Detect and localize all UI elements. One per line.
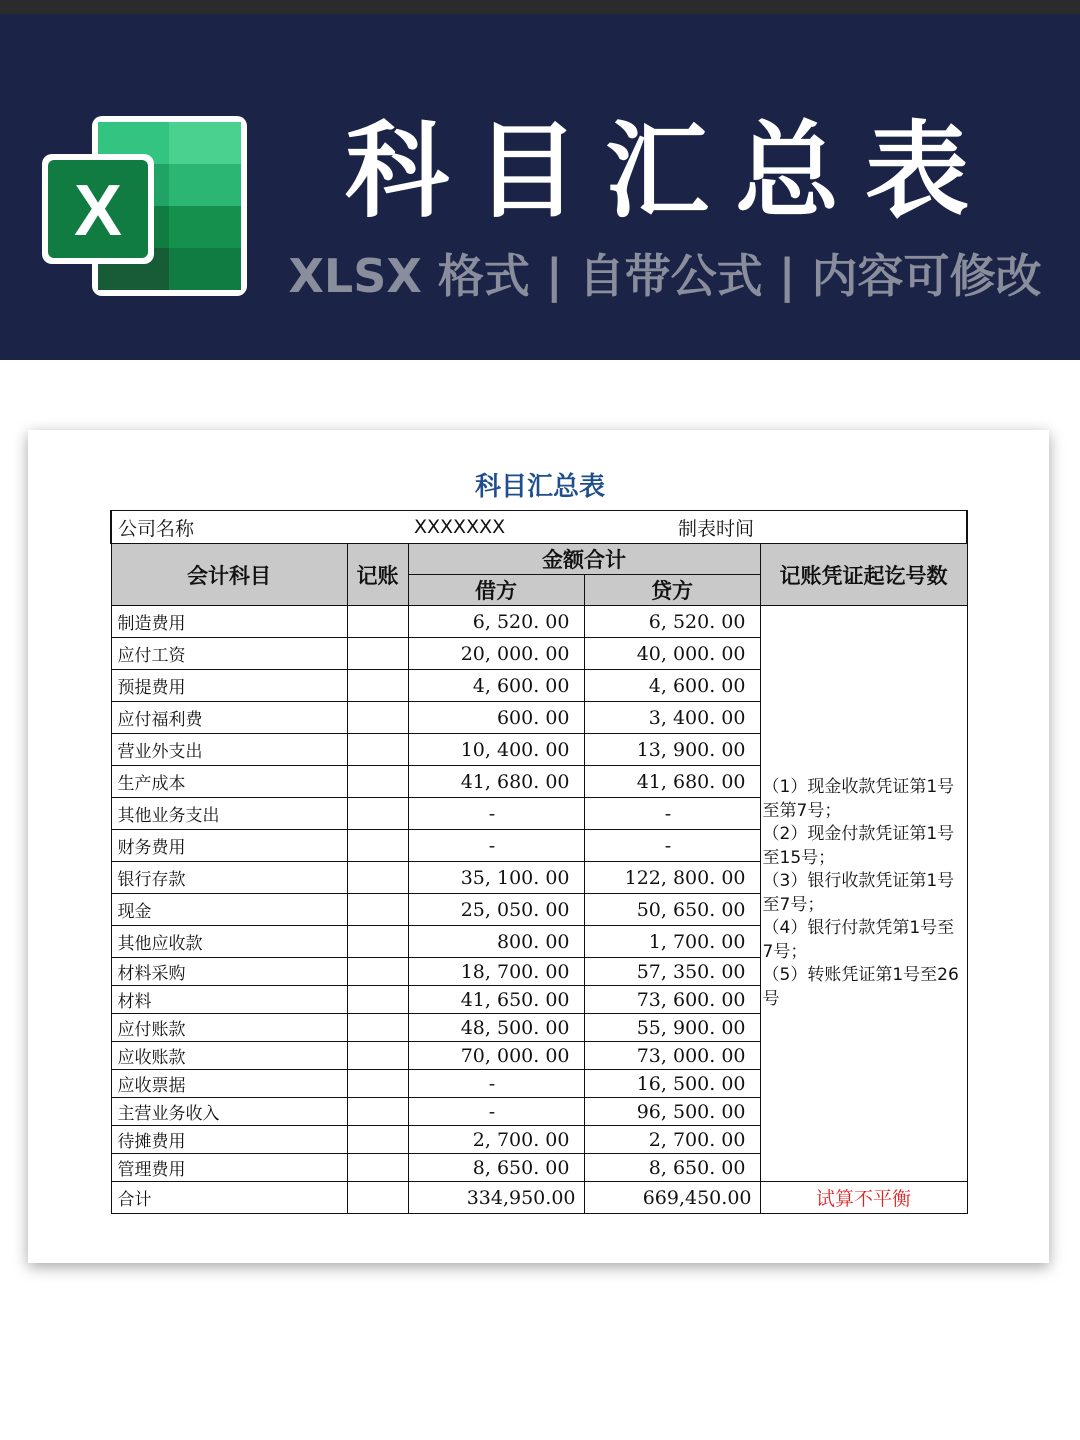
company-value: XXXXXXX (408, 511, 584, 544)
debit-cell: 25, 050. 00 (408, 894, 584, 926)
credit-cell: 4, 600. 00 (584, 670, 760, 702)
account-name: 生产成本 (111, 766, 347, 798)
time-label: 制表时间 (584, 511, 760, 544)
credit-cell: 41, 680. 00 (584, 766, 760, 798)
account-name: 财务费用 (111, 830, 347, 862)
credit-cell: 8, 650. 00 (584, 1154, 760, 1182)
debit-cell: 35, 100. 00 (408, 862, 584, 894)
credit-cell: 13, 900. 00 (584, 734, 760, 766)
debit-cell: - (408, 1098, 584, 1126)
voucher-note: （2）现金付款凭证第1号至15号； (762, 824, 955, 868)
header-posting: 记账 (347, 544, 408, 606)
banner-subtitle: XLSX 格式 | 自带公式 | 内容可修改 (288, 249, 1042, 303)
credit-cell: 2, 700. 00 (584, 1126, 760, 1154)
debit-cell: 2, 700. 00 (408, 1126, 584, 1154)
banner-title: 科目汇总表 (344, 110, 995, 232)
account-name: 应付账款 (111, 1014, 347, 1042)
debit-cell: - (408, 1070, 584, 1098)
debit-cell: - (408, 798, 584, 830)
header-account: 会计科目 (111, 544, 347, 606)
summary-table (110, 510, 968, 1214)
company-label: 公司名称 (111, 511, 347, 544)
account-name: 材料 (111, 986, 347, 1014)
credit-cell: 40, 000. 00 (584, 638, 760, 670)
credit-cell: 55, 900. 00 (584, 1014, 760, 1042)
debit-cell: 70, 000. 00 (408, 1042, 584, 1070)
debit-cell: 41, 680. 00 (408, 766, 584, 798)
excel-logo-icon (40, 114, 250, 299)
debit-cell: 600. 00 (408, 702, 584, 734)
header-debit: 借方 (408, 575, 584, 606)
credit-cell: 6, 520. 00 (584, 606, 760, 638)
debit-cell: 18, 700. 00 (408, 958, 584, 986)
debit-cell: 10, 400. 00 (408, 734, 584, 766)
account-name: 营业外支出 (111, 734, 347, 766)
account-name: 主营业务收入 (111, 1098, 347, 1126)
debit-cell: 4, 600. 00 (408, 670, 584, 702)
account-name: 其他业务支出 (111, 798, 347, 830)
debit-cell: 48, 500. 00 (408, 1014, 584, 1042)
credit-cell: 73, 000. 00 (584, 1042, 760, 1070)
account-name: 预提费用 (111, 670, 347, 702)
account-name: 材料采购 (111, 958, 347, 986)
total-credit: 669,450.00 (584, 1182, 760, 1214)
debit-cell: - (408, 830, 584, 862)
debit-cell: 6, 520. 00 (408, 606, 584, 638)
credit-cell: - (584, 830, 760, 862)
debit-cell: 8, 650. 00 (408, 1154, 584, 1182)
credit-cell: 96, 500. 00 (584, 1098, 760, 1126)
sheet-title: 科目汇总表 (474, 472, 605, 502)
total-debit: 334,950.00 (408, 1182, 584, 1214)
debit-cell: 20, 000. 00 (408, 638, 584, 670)
credit-cell: 50, 650. 00 (584, 894, 760, 926)
header-voucher-range: 记账凭证起讫号数 (760, 544, 967, 606)
credit-cell: 16, 500. 00 (584, 1070, 760, 1098)
header-amount-total: 金额合计 (408, 544, 760, 575)
credit-cell: 73, 600. 00 (584, 986, 760, 1014)
total-row (111, 1182, 967, 1214)
balance-status: 试算不平衡 (760, 1182, 967, 1214)
excel-logo-letter: X (73, 171, 123, 251)
account-name: 制造费用 (111, 606, 347, 638)
voucher-note: （1）现金收款凭证第1号至第7号； (762, 777, 955, 821)
account-name: 应收票据 (111, 1070, 347, 1098)
header-credit: 贷方 (584, 575, 760, 606)
account-name: 其他应收款 (111, 926, 347, 958)
account-name: 管理费用 (111, 1154, 347, 1182)
voucher-notes (760, 606, 967, 1182)
account-name: 现金 (111, 894, 347, 926)
credit-cell: - (584, 798, 760, 830)
credit-cell: 57, 350. 00 (584, 958, 760, 986)
credit-cell: 122, 800. 00 (584, 862, 760, 894)
info-row (111, 511, 967, 544)
credit-cell: 1, 700. 00 (584, 926, 760, 958)
total-label: 合计 (111, 1182, 347, 1214)
spreadsheet-preview-card (28, 430, 1049, 1263)
account-name: 银行存款 (111, 862, 347, 894)
account-name: 待摊费用 (111, 1126, 347, 1154)
credit-cell: 3, 400. 00 (584, 702, 760, 734)
top-edge-bar (0, 0, 1080, 14)
voucher-note: （3）银行收款凭证第1号至7号； (762, 871, 955, 915)
promo-banner (0, 14, 1080, 360)
debit-cell: 800. 00 (408, 926, 584, 958)
voucher-note: （4）银行付款凭第1号至7号； (762, 918, 955, 962)
voucher-note: （5）转账凭证第1号至26号 (762, 965, 959, 1009)
header-row-1 (111, 544, 967, 575)
debit-cell: 41, 650. 00 (408, 986, 584, 1014)
account-name: 应付工资 (111, 638, 347, 670)
account-name: 应付福利费 (111, 702, 347, 734)
table-row (111, 606, 967, 638)
account-name: 应收账款 (111, 1042, 347, 1070)
